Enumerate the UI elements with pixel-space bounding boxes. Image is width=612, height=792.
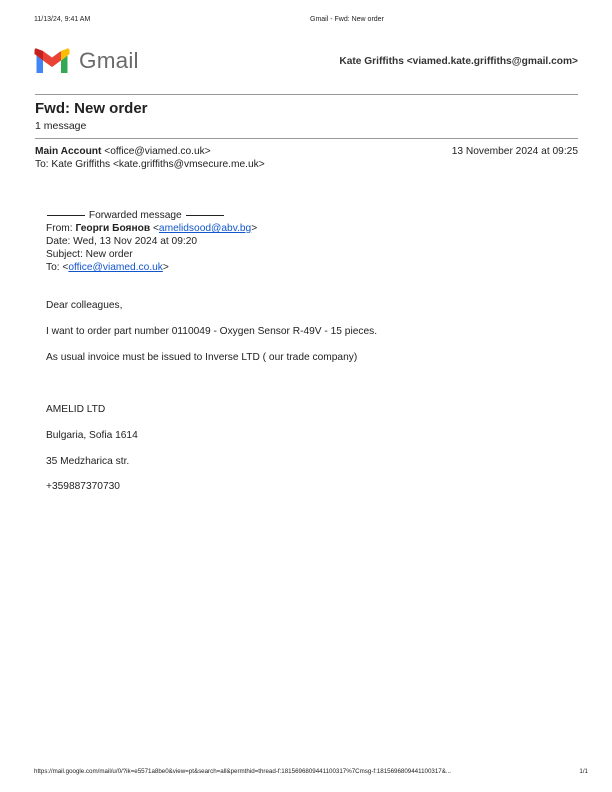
signature-street: 35 Medzharica str. (46, 456, 130, 467)
message-sender (35, 146, 211, 157)
forwarded-from-email-link[interactable]: amelidsood@abv.bg (158, 223, 252, 234)
forwarded-title: Forwarded message (88, 210, 182, 221)
forwarded-from-close: > (251, 223, 258, 234)
message-date: 13 November 2024 at 09:25 (451, 146, 578, 157)
print-datetime: 11/13/24, 9:41 AM (34, 16, 91, 23)
forwarded-header (46, 210, 225, 221)
gmail-wordmark: Gmail (79, 48, 139, 73)
print-url: https://mail.google.com/mail/u/0/?ik=e5571a8be0&view=pt&search=all&permthid=thread-f:1815696809441100317%7Cmsg-f:1815696809441100317&... (34, 768, 452, 775)
signature-company: AMELID LTD (46, 404, 106, 415)
signature-phone: +359887370730 (46, 481, 120, 492)
forwarded-to (46, 262, 169, 273)
forwarded-from-open: < (150, 223, 159, 234)
forwarded-date: Date: Wed, 13 Nov 2024 at 09:20 (46, 236, 198, 247)
header-divider (35, 94, 578, 95)
signature-city: Bulgaria, Sofia 1614 (46, 430, 138, 441)
print-page-number: 1/1 (579, 768, 588, 775)
thread-divider (35, 138, 578, 139)
body-invoice-line: As usual invoice must be issued to Inverse LTD ( our trade company) (46, 352, 358, 363)
account-label: Kate Griffiths <viamed.kate.griffiths@gmail.com> (339, 56, 578, 67)
forwarded-from-name: Георги Боянов (75, 223, 151, 234)
sender-email: <office@viamed.co.uk> (104, 146, 211, 157)
body-greeting: Dear colleagues, (46, 300, 123, 311)
thread-subject: Fwd: New order (35, 100, 148, 117)
forwarded-to-close: > (162, 262, 169, 273)
forwarded-to-email-link[interactable]: office@viamed.co.uk (68, 262, 163, 273)
forwarded-from-label: From: (46, 223, 76, 234)
message-count: 1 message (35, 120, 87, 132)
body-order-line: I want to order part number 0110049 - Oxygen Sensor R-49V - 15 pieces. (46, 326, 378, 337)
gmail-m-icon (34, 48, 70, 74)
forwarded-from (46, 223, 257, 234)
forwarded-subject: Subject: New order (46, 249, 133, 260)
forwarded-to-label: To: < (46, 262, 69, 273)
print-page-title: Gmail - Fwd: New order (310, 16, 384, 23)
sender-name: Main Account (35, 146, 102, 157)
message-recipient: To: Kate Griffiths <kate.griffiths@vmsecure.me.uk> (35, 159, 265, 170)
forwarded-dash-left (47, 215, 85, 216)
forwarded-dash-right (186, 215, 224, 216)
